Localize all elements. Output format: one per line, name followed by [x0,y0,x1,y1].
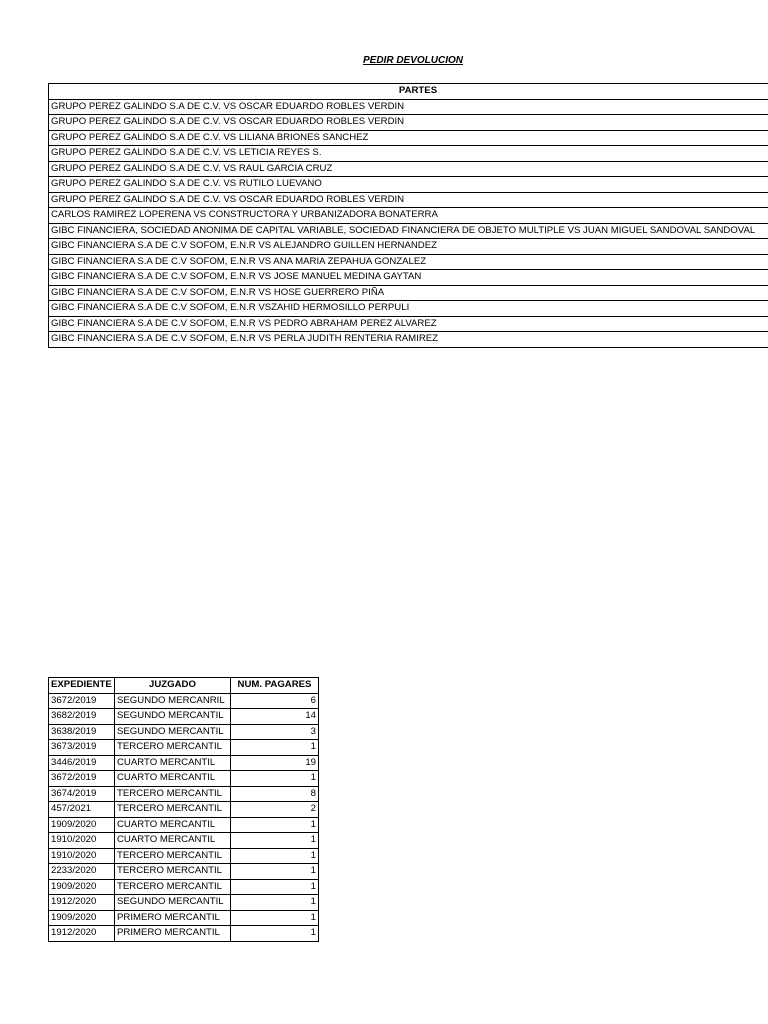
partes-cell: GIBC FINANCIERA S.A DE C.V SOFOM, E.N.R VS HOSE GUERRERO PIÑA [49,285,768,301]
expediente-row [49,709,319,725]
expediente-row [49,879,319,895]
partes-row [49,316,768,332]
partes-row [49,285,768,301]
num-pagares-cell: 1 [231,864,319,880]
partes-cell: GIBC FINANCIERA S.A DE C.V SOFOM, E.N.R VSZAHID HERMOSILLO PERPULI [49,301,768,317]
partes-row [49,239,768,255]
expediente-row [49,848,319,864]
partes-row [49,99,768,115]
partes-header-row [49,84,768,100]
expediente-cell: 3674/2019 [49,786,115,802]
juzgado-cell: SEGUNDO MERCANTIL [115,895,231,911]
expediente-cell: 1909/2020 [49,910,115,926]
partes-body [49,99,768,347]
partes-cell: GIBC FINANCIERA, SOCIEDAD ANONIMA DE CAPITAL VARIABLE, SOCIEDAD FINANCIERA DE OBJETO MULTIPLE VS JUAN MIGUEL SANDOVAL SANDOVAL [49,223,768,239]
partes-cell: GRUPO PEREZ GALINDO S.A DE C.V. VS OSCAR EDUARDO ROBLES VERDIN [49,115,768,131]
num-pagares-cell: 1 [231,771,319,787]
expediente-cell: 3682/2019 [49,709,115,725]
partes-row [49,223,768,239]
header-num-pagares: NUM. PAGARES [231,678,319,694]
expediente-row [49,755,319,771]
expediente-cell: 1912/2020 [49,895,115,911]
partes-cell: GRUPO PEREZ GALINDO S.A DE C.V. VS LETICIA REYES S. [49,146,768,162]
expediente-cell: 3672/2019 [49,771,115,787]
num-pagares-cell: 1 [231,895,319,911]
expedientes-header-row [49,678,319,694]
expediente-cell: 1909/2020 [49,817,115,833]
juzgado-cell: CUARTO MERCANTIL [115,817,231,833]
num-pagares-cell: 2 [231,802,319,818]
partes-cell: GIBC FINANCIERA S.A DE C.V SOFOM, E.N.R VS ALEJANDRO GUILLEN HERNANDEZ [49,239,768,255]
partes-cell: GRUPO PEREZ GALINDO S.A DE C.V. VS RUTILO LUEVANO [49,177,768,193]
juzgado-cell: TERCERO MERCANTIL [115,879,231,895]
num-pagares-cell: 1 [231,833,319,849]
num-pagares-cell: 1 [231,740,319,756]
juzgado-cell: SEGUNDO MERCANTIL [115,724,231,740]
expediente-row [49,864,319,880]
expediente-row [49,910,319,926]
partes-cell: GIBC FINANCIERA S.A DE C.V SOFOM, E.N.R VS PERLA JUDITH RENTERIA RAMIREZ [49,332,768,348]
partes-row [49,270,768,286]
num-pagares-cell: 1 [231,817,319,833]
partes-row [49,254,768,270]
partes-cell: GIBC FINANCIERA S.A DE C.V SOFOM, E.N.R VS ANA MARIA ZEPAHUA GONZALEZ [49,254,768,270]
expediente-row [49,786,319,802]
expediente-row [49,802,319,818]
partes-row [49,177,768,193]
expediente-row [49,817,319,833]
expediente-cell: 1910/2020 [49,848,115,864]
expediente-row [49,693,319,709]
juzgado-cell: TERCERO MERCANTIL [115,848,231,864]
num-pagares-cell: 1 [231,879,319,895]
juzgado-cell: PRIMERO MERCANTIL [115,926,231,942]
partes-row [49,208,768,224]
partes-cell: CARLOS RAMIREZ LOPERENA VS CONSTRUCTORA Y URBANIZADORA BONATERRA [49,208,768,224]
expediente-row [49,724,319,740]
expediente-row [49,926,319,942]
juzgado-cell: CUARTO MERCANTIL [115,833,231,849]
partes-header: PARTES [49,84,768,100]
document-title: PEDIR DEVOLUCION [362,55,463,66]
header-expediente: EXPEDIENTE [49,678,115,694]
juzgado-cell: TERCERO MERCANTIL [115,864,231,880]
partes-row [49,332,768,348]
num-pagares-cell: 3 [231,724,319,740]
partes-cell: GRUPO PEREZ GALINDO S.A DE C.V. VS OSCAR EDUARDO ROBLES VERDIN [49,192,768,208]
expedientes-table [48,677,319,942]
expedientes-body [49,693,319,941]
juzgado-cell: CUARTO MERCANTIL [115,771,231,787]
partes-cell: GIBC FINANCIERA S.A DE C.V SOFOM, E.N.R VS PEDRO ABRAHAM PEREZ ALVAREZ [49,316,768,332]
partes-row [49,146,768,162]
num-pagares-cell: 8 [231,786,319,802]
num-pagares-cell: 14 [231,709,319,725]
partes-cell: GIBC FINANCIERA S.A DE C.V SOFOM, E.N.R VS JOSE MANUEL MEDINA GAYTAN [49,270,768,286]
juzgado-cell: CUARTO MERCANTIL [115,755,231,771]
expediente-cell: 457/2021 [49,802,115,818]
expediente-cell: 1912/2020 [49,926,115,942]
num-pagares-cell: 19 [231,755,319,771]
partes-row [49,130,768,146]
juzgado-cell: PRIMERO MERCANTIL [115,910,231,926]
expediente-row [49,740,319,756]
expediente-cell: 3638/2019 [49,724,115,740]
expediente-row [49,833,319,849]
partes-row [49,115,768,131]
juzgado-cell: TERCERO MERCANTIL [115,802,231,818]
expediente-cell: 1910/2020 [49,833,115,849]
partes-cell: GRUPO PEREZ GALINDO S.A DE C.V. VS OSCAR EDUARDO ROBLES VERDIN [49,99,768,115]
juzgado-cell: TERCERO MERCANTIL [115,786,231,802]
partes-table [48,83,768,348]
partes-row [49,192,768,208]
juzgado-cell: SEGUNDO MERCANTIL [115,709,231,725]
num-pagares-cell: 1 [231,910,319,926]
num-pagares-cell: 1 [231,848,319,864]
expediente-row [49,895,319,911]
expediente-cell: 3446/2019 [49,755,115,771]
expediente-cell: 1909/2020 [49,879,115,895]
header-juzgado: JUZGADO [115,678,231,694]
expediente-cell: 3672/2019 [49,693,115,709]
num-pagares-cell: 1 [231,926,319,942]
expediente-row [49,771,319,787]
num-pagares-cell: 6 [231,693,319,709]
partes-row [49,301,768,317]
expediente-cell: 2233/2020 [49,864,115,880]
partes-row [49,161,768,177]
partes-cell: GRUPO PEREZ GALINDO S.A DE C.V. VS LILIANA BRIONES SANCHEZ [49,130,768,146]
partes-cell: GRUPO PEREZ GALINDO S.A DE C.V. VS RAUL GARCIA CRUZ [49,161,768,177]
expediente-cell: 3673/2019 [49,740,115,756]
juzgado-cell: TERCERO MERCANTIL [115,740,231,756]
juzgado-cell: SEGUNDO MERCANRIL [115,693,231,709]
